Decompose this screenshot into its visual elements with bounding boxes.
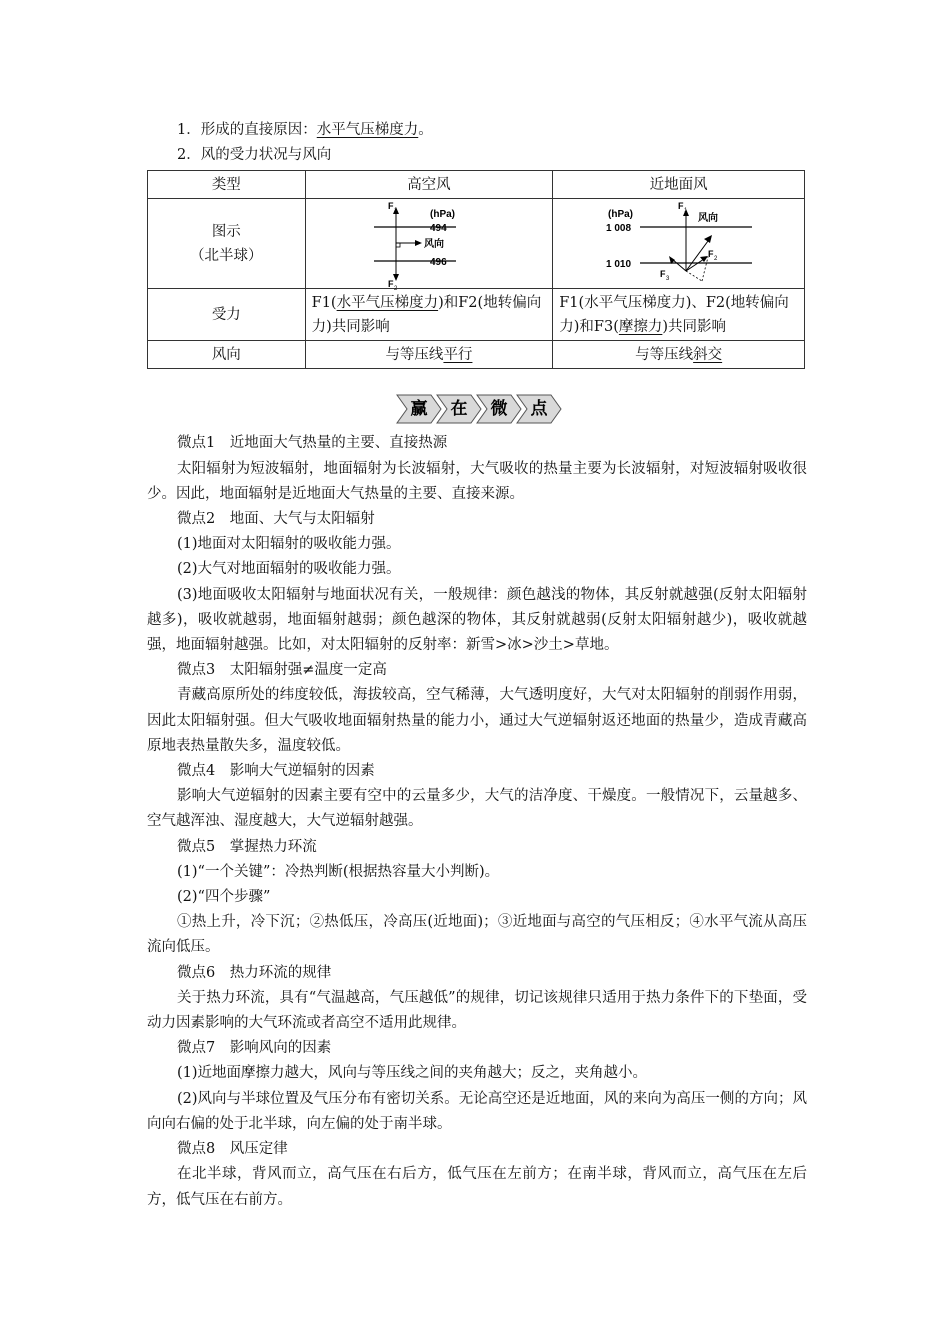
row-label-force: 受力 xyxy=(148,289,306,341)
isobar-494-label: 494 xyxy=(429,222,447,234)
point-paragraph: (3)地面吸收太阳辐射与地面状况有关，一般规律：颜色越浅的物体，其反射就越强(反射太阳辐射越多)，吸收就越弱，地面辐射越弱；颜色越深的物体，其反射就越弱(反射太阳辐射越少)，吸收就越强，地面辐射越强。比如，对太阳辐射的反射率：新雪>冰>沙土>草地。 xyxy=(147,586,807,654)
answer-underlined: 平行 xyxy=(443,346,473,363)
high-wind-force-text xyxy=(305,289,553,341)
text: 与等压线 xyxy=(635,346,694,363)
f3-label: F xyxy=(659,268,666,279)
point-paragraph: (1)近地面摩擦力越大，风向与等压线之间的夹角越大；反之，夹角越小。 xyxy=(177,1065,648,1082)
high-wind-direction xyxy=(305,341,553,369)
answer-underlined: 斜交 xyxy=(693,346,723,363)
svg-text:2: 2 xyxy=(713,255,717,262)
intro-text-end: 。 xyxy=(418,122,433,138)
point-paragraph: (1)地面对太阳辐射的吸收能力强。 xyxy=(177,536,401,553)
section-banner xyxy=(147,395,807,423)
document-page xyxy=(147,118,807,1213)
point-paragraph: (2)大气对地面辐射的吸收能力强。 xyxy=(177,561,401,578)
answer-underlined: 水平气压梯度力 xyxy=(336,294,439,311)
text: F1(水平气压梯度力)、F2(地转偏向力)和F3( xyxy=(559,294,789,335)
banner-chevron xyxy=(477,395,521,423)
wind-direction-label: 风向 xyxy=(697,212,718,224)
banner-char: 在 xyxy=(450,398,468,419)
row-label-diagram xyxy=(148,199,306,289)
wind-direction-label: 风向 xyxy=(423,238,444,250)
point-paragraph: (1)“一个关键”：冷热判断(根据热容量大小判断)。 xyxy=(177,863,500,880)
intro-text: 1．形成的直接原因： xyxy=(177,122,317,138)
svg-text:1: 1 xyxy=(393,207,398,214)
point-title: 微点8 风压定律 xyxy=(177,1141,288,1158)
hemisphere-label: （北半球） xyxy=(190,247,263,264)
intro-line-2: 2．风的受力状况与风向 xyxy=(177,147,332,164)
point-title: 微点7 影响风向的因素 xyxy=(177,1040,332,1057)
point-paragraph: 太阳辐射为短波辐射，地面辐射为长波辐射，大气吸收的热量主要为长波辐射，对短波辐射吸收很少。因此，地面辐射是近地面大气热量的主要、直接来源。 xyxy=(147,460,807,502)
f1-label: F xyxy=(677,200,684,211)
answer-underlined: 水平气压梯度力 xyxy=(316,122,419,138)
point-title: 微点6 热力环流的规律 xyxy=(177,964,332,981)
isobar-1008-label: 1 008 xyxy=(605,222,631,234)
banner-char: 点 xyxy=(530,398,548,419)
point-paragraph: (2)“四个步骤” xyxy=(177,889,271,906)
svg-text:1: 1 xyxy=(683,207,687,214)
text: )共同影响 xyxy=(662,318,727,335)
diagram-label: 图示 xyxy=(211,223,241,240)
isobar-1010-label: 1 010 xyxy=(605,258,631,270)
high-wind-diagram-cell xyxy=(305,199,553,292)
row-label-direction: 风向 xyxy=(148,341,306,369)
text: 与等压线 xyxy=(385,346,444,363)
banner-char: 微 xyxy=(490,398,508,419)
surface-wind-force-diagram xyxy=(604,201,754,287)
text: )和F2(地转偏向力)共同影响 xyxy=(311,294,542,335)
header-type: 类型 xyxy=(148,171,306,199)
wind-force-table xyxy=(147,170,805,369)
svg-text:3: 3 xyxy=(665,275,669,282)
surface-wind-direction xyxy=(553,341,805,369)
f1-label: F xyxy=(387,200,394,211)
surface-wind-force-text xyxy=(553,289,805,341)
f2-label: F xyxy=(387,278,394,289)
point-title: 微点5 掌握热力环流 xyxy=(177,838,317,855)
unit-label: (hPa) xyxy=(607,208,633,220)
point-title: 微点3 太阳辐射强≠温度一定高 xyxy=(177,662,387,679)
f2-label: F xyxy=(707,248,714,259)
header-high-wind: 高空风 xyxy=(305,171,553,199)
high-wind-force-diagram xyxy=(374,200,484,292)
answer-underlined: 摩擦力 xyxy=(618,318,663,335)
point-paragraph: 青藏高原所处的纬度较低，海拔较高，空气稀薄，大气透明度好，大气对太阳辐射的削弱作用弱，因此太阳辐射强。但大气吸收地面辐射热量的能力小，通过大气逆辐射返还地面的热量少，造成青藏高原地表热量散失多，温度较低。 xyxy=(147,687,807,754)
point-title: 微点4 影响大气逆辐射的因素 xyxy=(177,763,375,780)
surface-wind-diagram-cell xyxy=(553,199,805,289)
text: F1( xyxy=(311,294,337,311)
point-paragraph: 在北半球，背风而立，高气压在右后方，低气压在左前方；在南半球，背风而立，高气压在左后方，低气压在右前方。 xyxy=(147,1166,807,1208)
unit-label: (hPa) xyxy=(429,208,455,220)
point-paragraph: (2)风向与半球位置及气压分布有密切关系。无论高空还是近地面，风的来向为高压一侧的方向；风向向右偏的处于北半球，向左偏的处于南半球。 xyxy=(147,1090,807,1132)
point-title: 微点1 近地面大气热量的主要、直接热源 xyxy=(177,435,448,452)
isobar-496-label: 496 xyxy=(429,256,447,268)
intro-line-1 xyxy=(147,118,807,143)
point-paragraph: 影响大气逆辐射的因素主要有空中的云量多少，大气的洁净度、干燥度。一般情况下，云量越多、空气越浑浊、湿度越大，大气逆辐射越强。 xyxy=(147,788,807,830)
banner-char: 赢 xyxy=(410,398,428,419)
micro-points-section xyxy=(147,431,807,1212)
point-paragraph: 关于热力环流，具有“气温越高，气压越低”的规律，切记该规律只适用于热力条件下的下垫面，受动力因素影响的大气环流或者高空不适用此规律。 xyxy=(147,989,807,1032)
banner-chevron xyxy=(437,395,481,423)
point-title: 微点2 地面、大气与太阳辐射 xyxy=(177,511,375,528)
banner-chevron xyxy=(517,395,561,423)
svg-text:2: 2 xyxy=(393,285,398,292)
point-paragraph: ①热上升，冷下沉；②热低压，冷高压(近地面)；③近地面与高空的气压相反；④水平气流从高压流向低压。 xyxy=(147,914,807,956)
header-surface-wind: 近地面风 xyxy=(553,171,805,199)
banner-chevron xyxy=(397,395,441,423)
